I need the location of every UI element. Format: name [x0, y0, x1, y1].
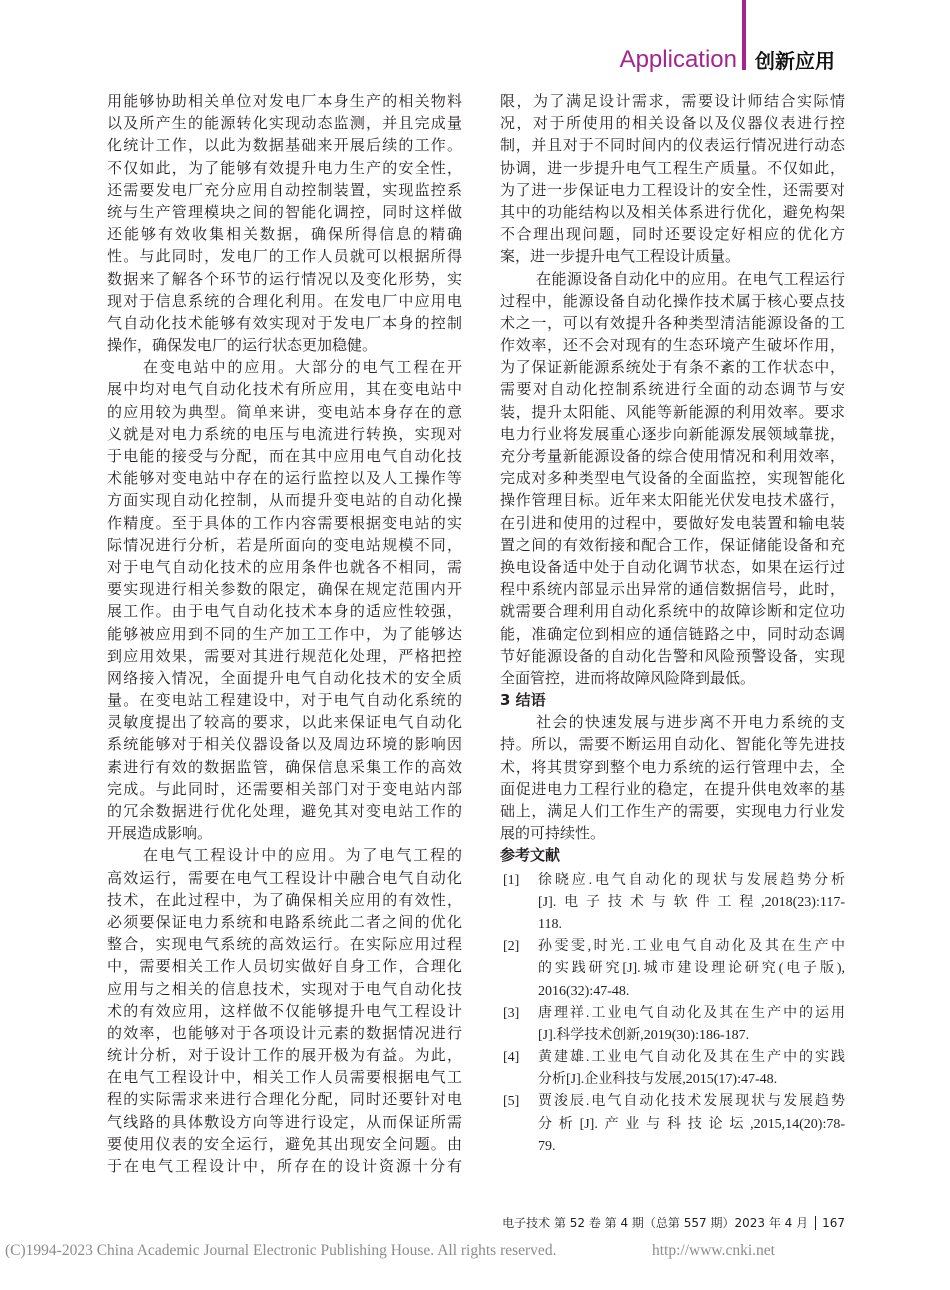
reference-line: 贾浚辰.电气自动化技术发展现状与发展趋势 — [538, 1094, 845, 1110]
text-line: 节好能源设备的自动化告警和风险预警设备，实现 — [500, 646, 845, 665]
reference-line: 的实践研究[J].城市建设理论研究(电子版), — [538, 961, 845, 977]
watermark-url: http://www.cnki.net — [652, 1242, 775, 1259]
text-line: 完成。与此同时，还需要相关部门对于变电站内部 — [107, 779, 462, 798]
reference-line: 徐晓应.电气自动化的现状与发展趋势分析 — [538, 872, 845, 888]
right-column — [500, 90, 845, 1158]
reference-line: 2016(32):47-48. — [538, 983, 630, 999]
reference-number: [2] — [503, 939, 520, 955]
reference-item — [500, 1003, 845, 1047]
text-line: 术能够对变电站中存在的运行监控以及人工操作等 — [107, 469, 462, 488]
text-line: 系统能够对于相关仪器设备以及周边环境的影响因 — [107, 735, 462, 754]
text-line: 础上，满足人们工作生产的需要，实现电力行业发 — [500, 802, 845, 820]
text-line: 不仅如此，为了能够有效提升电力生产的安全性， — [107, 158, 462, 177]
text-line: 操作管理目标。近年来太阳能光伏发电技术盛行， — [500, 491, 845, 510]
text-line: 持。所以，需要不断运用自动化、智能化等先进技 — [500, 735, 845, 754]
text-line: 在能源设备自动化中的应用。在电气工程运行 — [536, 269, 845, 288]
left-column — [107, 90, 462, 1177]
reference-number: [1] — [503, 872, 520, 888]
reference-line: 孙雯雯,时光.工业电气自动化及其在生产中 — [538, 939, 845, 955]
text-line: 在引进和使用的过程中，要做好发电装置和输电装 — [500, 513, 845, 532]
text-line: 灵敏度提出了较高的要求，以此来保证电气自动化 — [107, 713, 462, 732]
reference-number: [3] — [503, 1005, 520, 1021]
copyright-watermark: (C)1994-2023 China Academic Journal Electronic Publishing House. All rights reserved. — [5, 1242, 557, 1259]
text-line: 过程中，能源设备自动化操作技术属于核心要点技 — [500, 291, 845, 310]
paragraph — [107, 90, 462, 356]
paragraph — [500, 711, 845, 844]
text-line: 中，需要相关工作人员切实做好自身工作，合理化 — [107, 957, 462, 976]
text-line: 方面实现自动化控制，从而提升变电站的自动化操 — [107, 491, 462, 510]
text-line: 于电能的接受与分配，而在其中应用电气自动化技 — [107, 447, 462, 465]
paragraph — [500, 90, 845, 268]
text-line: 还需要发电厂充分应用自动控制装置，实现监控系 — [107, 180, 462, 199]
text-line: 化统计工作，以此为数据基础来开展后续的工作。 — [107, 136, 462, 155]
footer-separator — [815, 1216, 816, 1230]
text-line: 数据来了解各个环节的运行情况以及变化形势，实 — [107, 269, 462, 288]
text-line: 的冗余数据进行优化处理，避免其对变电站工作的 — [107, 802, 462, 820]
text-line: 置之间的有效衔接和配合工作，保证储能设备和充 — [500, 535, 845, 554]
text-line: 在电气工程设计中，相关工作人员需要根据电气工 — [107, 1068, 462, 1087]
text-line: 面促进电力工程行业的稳定，在提升供电效率的基 — [500, 779, 845, 798]
reference-line: 唐理祥.工业电气自动化及其在生产中的运用 — [538, 1005, 845, 1021]
text-line: 全面管控，进而将故障风险降到最低。 — [500, 668, 756, 687]
text-line: 完成对多种类型电气设备的全面监控，实现智能化 — [500, 469, 845, 488]
text-line: 应用与之相关的信息技术，实现对于电气自动化技 — [107, 979, 462, 998]
text-line: 开展造成影响。 — [107, 824, 213, 843]
reference-item — [500, 1091, 845, 1158]
text-line: 能够被应用到不同的生产加工工作中，为了能够达 — [107, 624, 462, 643]
text-line: 术，将其贯穿到整个电力系统的运行管理中去，全 — [500, 757, 845, 776]
text-line: 装，提升太阳能、风能等新能源的利用效率。要求 — [500, 402, 845, 421]
text-line: 对于电气自动化技术的应用条件也就各不相同，需 — [107, 557, 462, 576]
text-line: 为了进一步保证电力工程设计的安全性，还需要对 — [500, 180, 845, 199]
reference-line: [J].电子技术与软件工程,2018(23):117- — [538, 894, 845, 910]
text-line: 技术，在此过程中，为了确保相关应用的有效性， — [107, 890, 462, 909]
text-line: 操作，确保发电厂的运行状态更加稳健。 — [107, 336, 378, 355]
text-line: 其中的功能结构以及相关体系进行优化，避免构架 — [500, 202, 845, 221]
text-line: 用能够协助相关单位对发电厂本身生产的相关物料 — [107, 92, 462, 110]
text-line: 程的实际需求来进行合理化分配，同时还要针对电 — [107, 1090, 462, 1109]
text-line: 况，对于所使用的相关设备以及仪器仪表进行控 — [500, 114, 845, 133]
reference-line: 79. — [538, 1138, 556, 1154]
section-label-english: Application — [619, 46, 737, 73]
text-line: 网络接入情况，全面提升电气自动化技术的安全质 — [107, 668, 462, 687]
text-line: 际情况进行分析，若是所面向的变电站规模不同， — [107, 535, 462, 554]
reference-line: 分析[J].企业科技与发展,2015(17):47-48. — [538, 1072, 778, 1088]
text-line: 协调，进一步提升电气工程生产质量。不仅如此， — [500, 158, 845, 177]
reference-number: [4] — [503, 1050, 520, 1066]
text-line: 换电设备适中处于自动化调节状态，如果在运行过 — [500, 557, 845, 576]
paragraph — [107, 844, 462, 1177]
text-line: 的效率，也能够对于各项设计元素的数据情况进行 — [107, 1023, 462, 1042]
reference-item — [500, 936, 845, 1003]
text-line: 要使用仪表的安全运行，避免其出现安全问题。由 — [107, 1134, 462, 1153]
text-line: 气线路的具体敷设方向等进行设定，从而保证所需 — [107, 1112, 462, 1131]
reference-item — [500, 1047, 845, 1091]
text-line: 需要对自动化控制系统进行全面的动态调节与安 — [500, 380, 845, 399]
text-line: 案，进一步提升电气工程设计质量。 — [500, 247, 741, 266]
text-line: 程中系统内部显示出异常的通信数据信号，此时， — [500, 580, 845, 599]
text-line: 在电气工程设计中的应用。为了电气工程的 — [143, 846, 462, 865]
text-line: 高效运行，需要在电气工程设计中融合电气自动化 — [107, 868, 462, 887]
reference-number: [5] — [503, 1094, 520, 1110]
text-line: 作精度。至于具体的工作内容需要根据变电站的实 — [107, 513, 462, 532]
text-line: 统与生产管理模块之间的智能化调控，同时这样做 — [107, 202, 462, 221]
text-line: 作效率，还不会对现有的生态环境产生破坏作用， — [500, 336, 845, 355]
text-line: 的应用较为典型。简单来讲，变电站本身存在的意 — [107, 402, 462, 421]
page-number: 167 — [822, 1216, 845, 1230]
text-line: 展的可持续性。 — [500, 824, 606, 843]
reference-item — [500, 870, 845, 937]
paragraph — [500, 268, 845, 690]
text-line: 现对于信息系统的合理化利用。在发电厂中应用电 — [107, 291, 462, 310]
text-line: 能，准确定位到相应的通信链路之中，同时动态调 — [500, 624, 845, 643]
text-line: 在变电站中的应用。大部分的电气工程在开 — [143, 358, 462, 377]
section-label-chinese: 创新应用 — [755, 49, 835, 73]
text-line: 素进行有效的数据监管，确保信息采集工作的高效 — [107, 757, 462, 776]
text-line: 不合理出现问题，同时还要设定好相应的优化方 — [500, 225, 845, 244]
text-line: 必须要保证电力系统和电路系统此二者之间的优化 — [107, 912, 462, 931]
text-line: 还能够有效收集相关数据，确保所得信息的精确 — [107, 225, 462, 244]
text-line: 电力行业将发展重心逐步向新能源发展领域靠拢， — [500, 424, 845, 443]
text-line: 量。在变电站工程建设中，对于电气自动化系统的 — [107, 691, 462, 710]
text-line: 性。与此同时，发电厂的工作人员就可以根据所得 — [107, 247, 462, 266]
text-line: 以及所产生的能源转化实现动态监测，并且完成量 — [107, 114, 462, 133]
text-line: 展工作。由于电气自动化技术本身的适应性较强， — [107, 602, 462, 621]
text-line: 到应用效果，需要对其进行规范化处理，严格把控 — [107, 646, 462, 665]
text-line: 充分考量新能源设备的综合使用情况和利用效率， — [500, 447, 845, 465]
text-line: 限，为了满足设计需求，需要设计师结合实际情 — [500, 92, 845, 110]
text-line: 要实现进行相关参数的限定，确保在规定范围内开 — [107, 580, 462, 599]
reference-line: 118. — [538, 916, 562, 932]
reference-line: 黄建雄.工业电气自动化及其在生产中的实践 — [538, 1050, 845, 1066]
text-line: 为了保证新能源系统处于有条不紊的工作状态中， — [500, 358, 845, 377]
text-line: 气自动化技术能够有效实现对于发电厂本身的控制 — [107, 313, 462, 332]
text-line: 义就是对电力系统的电压与电流进行转换，实现对 — [107, 424, 462, 443]
reference-line: 分析[J].产业与科技论坛,2015,14(20):78- — [538, 1116, 845, 1132]
text-line: 整合，实现电气系统的高效运行。在实际应用过程 — [107, 935, 462, 954]
paragraph — [107, 356, 462, 844]
text-line: 制，并且对于不同时间内的仪表运行情况进行动态 — [500, 136, 845, 155]
page-footer — [502, 1213, 845, 1233]
text-line: 社会的快速发展与进步离不开电力系统的支 — [536, 713, 845, 732]
conclusion-heading: 3 结语 — [500, 691, 546, 710]
journal-info: 电子技术 第 52 卷 第 4 期（总第 557 期）2023 年 4 月 — [502, 1216, 809, 1230]
reference-line: [J].科学技术创新,2019(30):186-187. — [538, 1027, 750, 1043]
references-heading: 参考文献 — [500, 846, 561, 865]
references-list — [500, 870, 845, 1158]
text-line: 术的有效应用，这样做不仅能够提升电气工程设计 — [107, 1001, 462, 1020]
text-line: 于在电气工程设计中，所存在的设计资源十分有 — [107, 1157, 462, 1175]
header-divider-bar — [742, 0, 746, 70]
text-line: 术之一，可以有效提升各种类型清洁能源设备的工 — [500, 313, 845, 332]
text-line: 就需要合理利用自动化系统中的故障诊断和定位功 — [500, 602, 845, 621]
text-line: 展中均对电气自动化技术有所应用，其在变电站中 — [107, 380, 462, 399]
text-line: 统计分析，对于设计工作的展开极为有益。为此， — [107, 1046, 462, 1065]
